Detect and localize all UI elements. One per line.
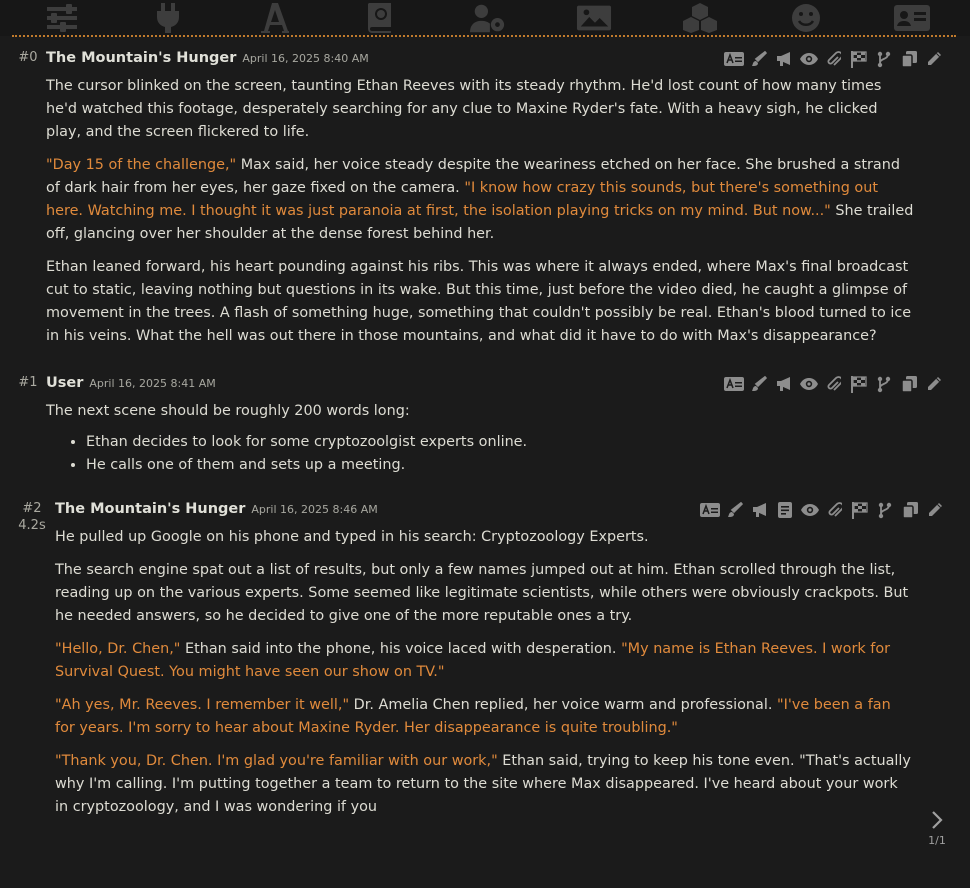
narration-text: He pulled up Google on his phone and typed in his search: Cryptozoology Experts. [55,529,649,545]
swipe-control [922,810,952,847]
user-name: User [46,375,84,391]
narration-text: The cursor blinked on the screen, taunting Ethan Reeves with its steady rhythm. He'd lost count of how many times he'd watched this footage, desperately searching for any clue to Maxine Ryder's fate. With a heavy sigh, he clicked play, and the screen flickered to life. [46,78,882,140]
message-paragraph [55,750,915,819]
message-timestamp: April 16, 2025 8:40 AM [242,52,369,65]
code-branch-icon[interactable] [874,50,894,68]
book-atlas-icon[interactable] [362,2,398,34]
note-icon[interactable] [775,501,795,519]
narration-text: Dr. Amelia Chen replied, her voice warm and professional. [349,697,777,713]
narration-text: The search engine spat out a list of results, but only a few names jumped out at him. Ethan scrolled through the list, reading up on the various experts. Some seemed like legitimate scientists, while others were obviously crackpots. But he needed answers, so he decided to give one of the more reputable ones a try. [55,562,909,624]
code-branch-icon[interactable] [874,375,894,393]
dialogue-quote: "Hello, Dr. Chen," [55,641,181,657]
character-name: The Mountain's Hunger [46,50,237,66]
message-text [55,526,915,829]
paintbrush-icon[interactable] [749,375,769,393]
sliders-icon[interactable] [44,2,80,34]
copy-icon[interactable] [899,50,919,68]
dialogue-quote: "Ah yes, Mr. Reeves. I remember it well," [55,697,350,713]
narration-text: Ethan said, trying to keep his tone even. "That's actually why I'm calling. I'm putting together a team to return to the site where Max disappeared. I've heard about your work in cryptozoology, and I was wondering if you [55,753,911,815]
message-paragraph [55,559,915,628]
message-id: #1 [18,375,38,390]
copy-icon[interactable] [900,501,920,519]
message-header [46,375,216,391]
narration-text: Max said, her voice steady despite the weariness etched on her face. She brushed a strand of dark hair from her eyes, her gaze fixed on the camera. [46,157,900,196]
translate-icon[interactable] [724,50,744,68]
paperclip-icon[interactable] [824,50,844,68]
user-gear-icon[interactable] [470,2,506,34]
paperclip-icon[interactable] [824,375,844,393]
translate-icon[interactable] [724,375,744,393]
smiley-icon[interactable] [788,2,824,34]
swipe-counter: 1/1 [928,834,946,847]
generation-timer: 4.2s [18,518,46,533]
message-buttons [700,501,945,519]
bullet-list [46,431,914,477]
flag-checkered-icon[interactable] [849,50,869,68]
id-card-icon[interactable] [894,2,930,34]
message-header [55,501,378,517]
paintbrush-icon[interactable] [749,50,769,68]
bullhorn-icon[interactable] [750,501,770,519]
paperclip-icon[interactable] [825,501,845,519]
message-paragraph [55,638,915,684]
eye-icon[interactable] [799,50,819,68]
swipe-right-icon[interactable] [922,810,952,832]
message-timestamp: April 16, 2025 8:41 AM [89,377,216,390]
message-paragraph [55,526,915,549]
message-buttons [724,50,944,68]
bullhorn-icon[interactable] [774,50,794,68]
dialogue-quote: "Day 15 of the challenge," [46,157,237,173]
message-paragraph [55,694,915,740]
top-toolbar [0,0,970,36]
pencil-icon[interactable] [925,501,945,519]
message-header [46,50,369,66]
pencil-icon[interactable] [924,50,944,68]
copy-icon[interactable] [899,375,919,393]
eye-icon[interactable] [799,375,819,393]
message-id: #0 [18,50,38,65]
bullhorn-icon[interactable] [774,375,794,393]
message-timestamp: April 16, 2025 8:46 AM [251,503,378,516]
message-paragraph [46,256,914,348]
cubes-icon[interactable] [682,2,718,34]
flag-checkered-icon[interactable] [850,501,870,519]
font-icon[interactable] [257,2,293,34]
translate-icon[interactable] [700,501,720,519]
message-paragraph [46,75,914,144]
narration-text: Ethan leaned forward, his heart pounding against his ribs. This was where it always ended, where Max's final broadcast cut to static, leaving nothing but questions in its wake. But this time, just before the video died, he caught a glimpse of movement in the trees. A flash of something huge, something that couldn't possibly be real. Ethan's blood turned to ice in his veins. What the hell was out there in those mountains, and what did it have to do with Max's disappearance? [46,259,912,344]
paintbrush-icon[interactable] [725,501,745,519]
list-item: • He calls one of them and sets up a meeting. [86,454,914,477]
character-name: The Mountain's Hunger [55,501,246,517]
message-intro: The next scene should be roughly 200 words long: [46,403,410,419]
message-text [46,75,914,358]
narration-text: She trailed off, glancing over her shoulder at the dense forest behind her. [46,203,914,242]
message-id: #2 [22,501,42,516]
pencil-icon[interactable] [924,375,944,393]
toolbar-divider [12,35,956,37]
narration-text: Ethan said into the phone, his voice laced with desperation. [180,641,622,657]
message-paragraph [46,154,914,246]
chat-area [0,40,970,888]
message-text [46,400,914,477]
flag-checkered-icon[interactable] [849,375,869,393]
dialogue-quote: "I've been a fan for years. I'm sorry to hear about Maxine Ryder. Her disappearance is quite troubling." [55,697,891,736]
list-item: • Ethan decides to look for some cryptozoolgist experts online. [86,431,914,454]
code-branch-icon[interactable] [875,501,895,519]
image-icon[interactable] [576,2,612,34]
eye-icon[interactable] [800,501,820,519]
dialogue-quote: "I know how crazy this sounds, but there's something out here. Watching me. I thought it was just paranoia at first, the isolation playing tricks on my mind. But now..." [46,180,878,219]
dialogue-quote: "Thank you, Dr. Chen. I'm glad you're familiar with our work," [55,753,498,769]
plug-icon[interactable] [150,2,186,34]
message-buttons [724,375,944,393]
dialogue-quote: "My name is Ethan Reeves. I work for Survival Quest. You might have seen our show on TV." [55,641,891,680]
